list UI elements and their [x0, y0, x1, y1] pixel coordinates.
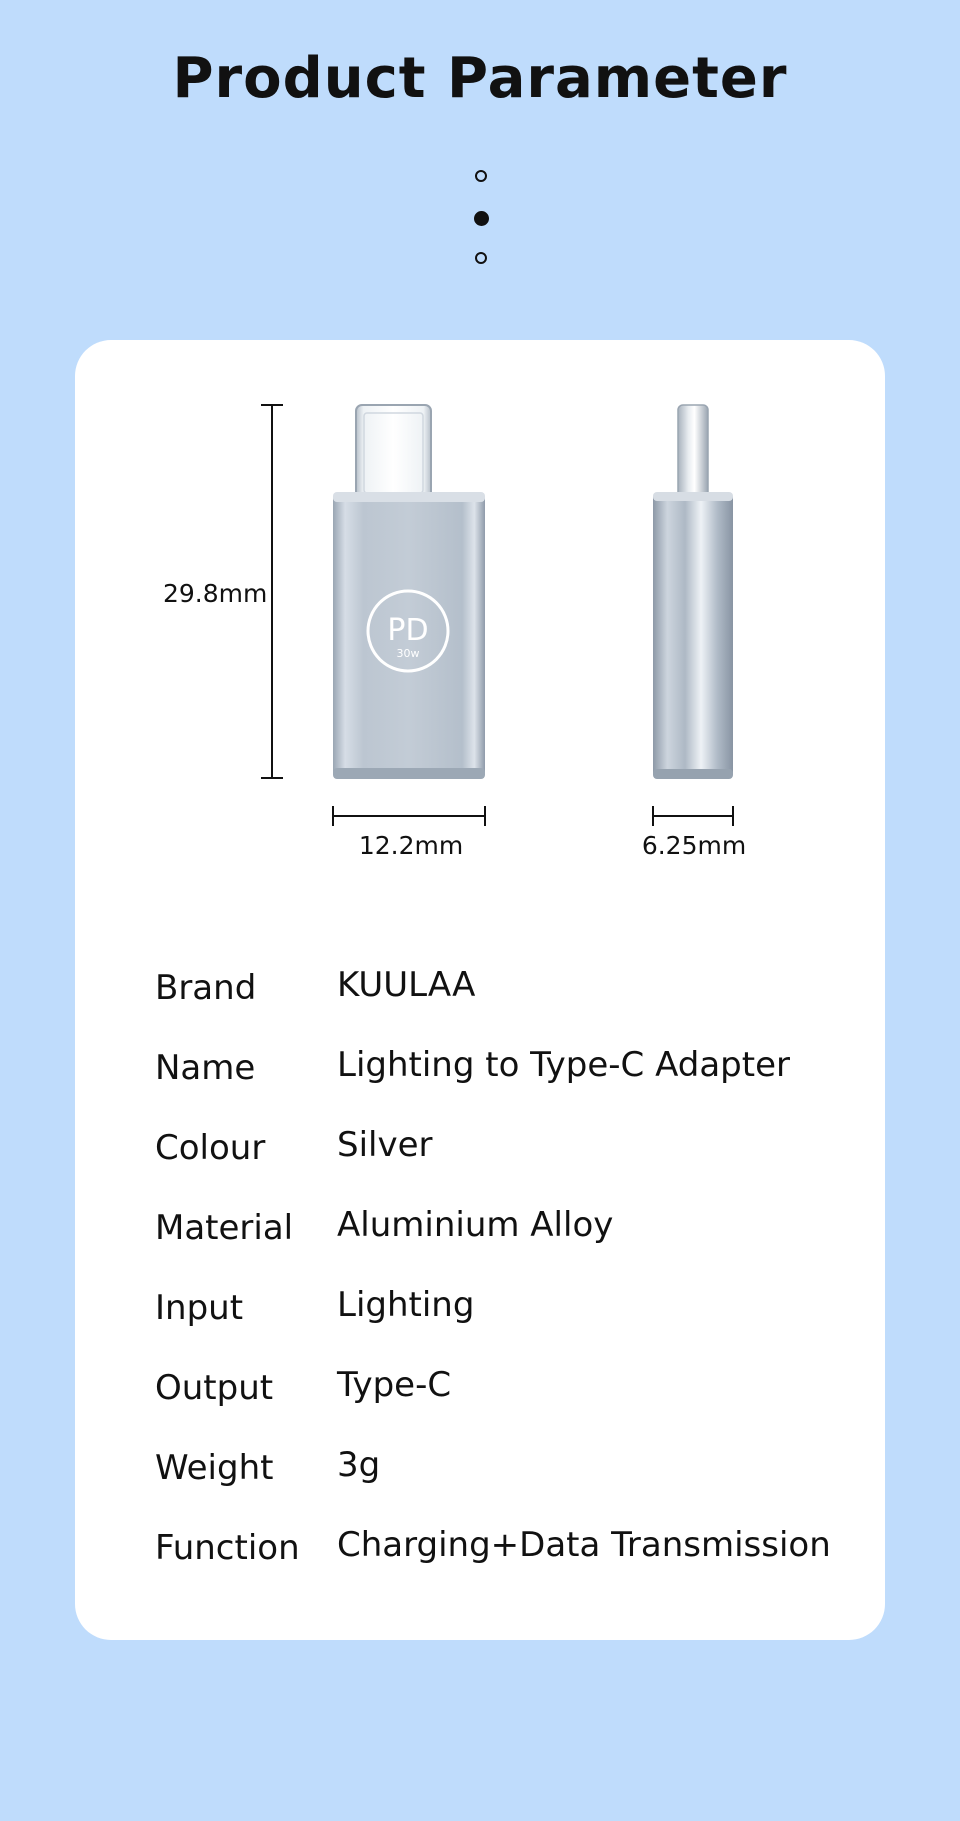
spec-row-colour [155, 1110, 875, 1190]
spec-label: Output [155, 1368, 274, 1408]
parameter-card [75, 340, 885, 1640]
spec-value: Type-C [337, 1365, 452, 1405]
product-dimension-diagram [75, 340, 885, 900]
spec-value: Lighting [337, 1285, 475, 1325]
spec-label: Input [155, 1288, 244, 1328]
spec-row-material [155, 1190, 875, 1270]
spec-label: Function [155, 1528, 300, 1568]
spec-row-output [155, 1350, 875, 1430]
spec-row-input [155, 1270, 875, 1350]
adapter-front-view [333, 405, 485, 779]
spec-value: Lighting to Type-C Adapter [337, 1045, 790, 1085]
pagination-dots [473, 170, 489, 293]
front-width-dimension-label: 12.2mm [358, 831, 464, 860]
spec-value: KUULAA [337, 965, 476, 1005]
spec-label: Material [155, 1208, 294, 1248]
pagination-dot[interactable] [475, 170, 487, 182]
spec-value: 3g [337, 1445, 381, 1485]
front-width-dimension-line [333, 806, 485, 826]
height-dimension-label: 29.8mm [163, 579, 268, 608]
spec-value: Silver [337, 1125, 433, 1165]
pagination-dot-active[interactable] [474, 211, 489, 226]
side-width-dimension-label: 6.25mm [641, 831, 747, 860]
spec-row-name [155, 1030, 875, 1110]
side-width-dimension-line [653, 806, 733, 826]
spec-table [155, 950, 875, 1590]
spec-row-brand [155, 950, 875, 1030]
pd-badge-main: PD [387, 613, 429, 648]
spec-label: Brand [155, 968, 257, 1008]
spec-row-weight [155, 1430, 875, 1510]
pagination-dot[interactable] [475, 252, 487, 264]
pd-badge-sub: 30w [396, 647, 420, 660]
page-title: Product Parameter [172, 46, 788, 111]
spec-label: Name [155, 1048, 256, 1088]
adapter-side-view [653, 405, 733, 779]
spec-label: Colour [155, 1128, 266, 1168]
spec-label: Weight [155, 1448, 274, 1488]
spec-row-function [155, 1510, 875, 1590]
spec-value: Aluminium Alloy [337, 1205, 614, 1245]
spec-value: Charging+Data Transmission [337, 1525, 831, 1565]
